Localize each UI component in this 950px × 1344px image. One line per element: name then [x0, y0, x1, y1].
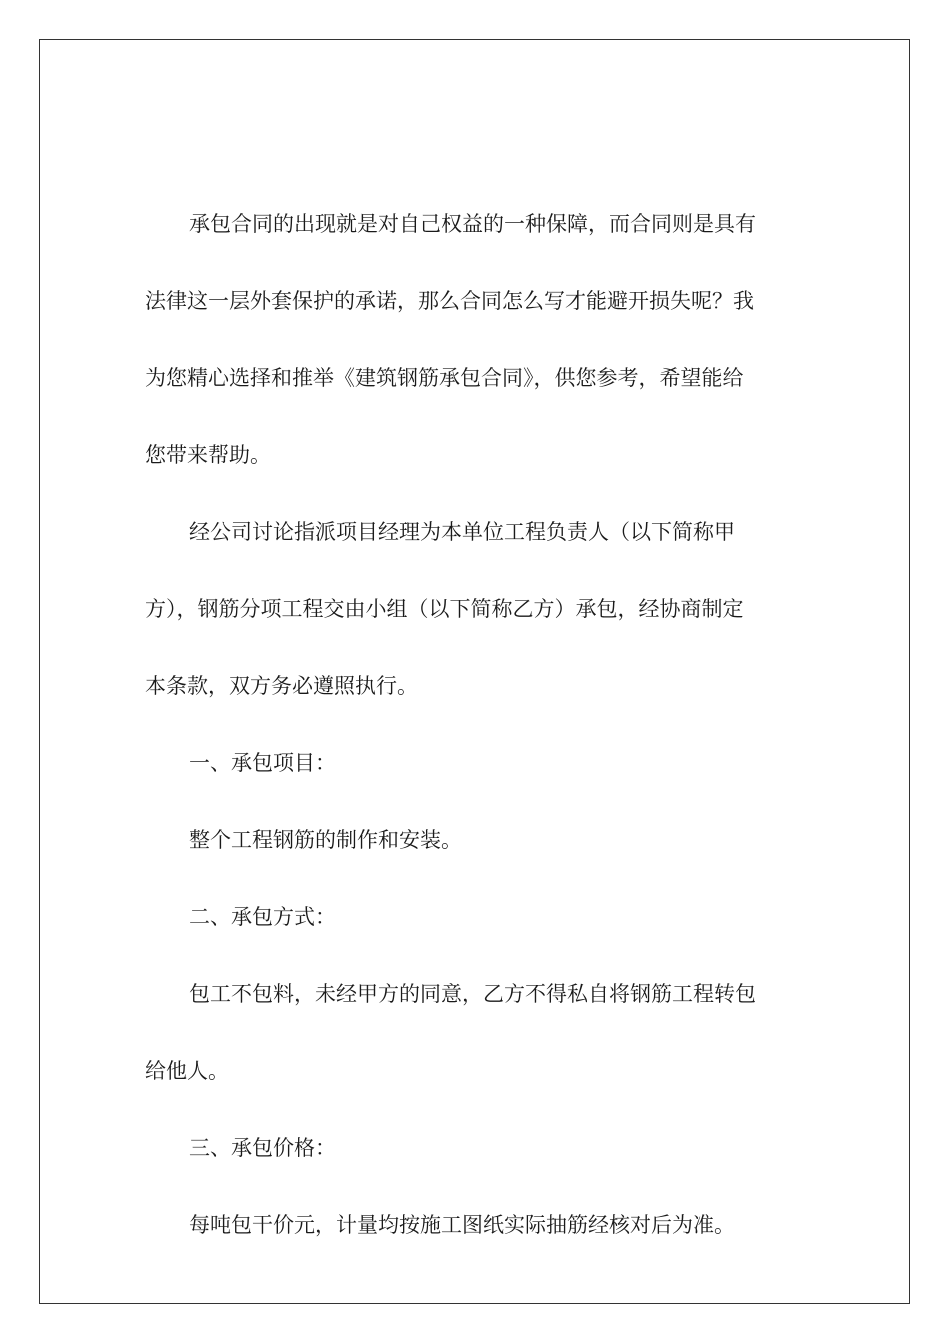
section-heading-scope: 一、承包项目：	[189, 751, 336, 775]
section-heading-method: 二、承包方式：	[189, 905, 336, 929]
paragraph-parties-line-3: 本条款，双方务必遵照执行。	[145, 674, 418, 698]
paragraph-parties-line-2: 方），钢筋分项工程交由小组（以下简称乙方）承包，经协商制定	[145, 597, 744, 621]
paragraph-intro-line-1: 承包合同的出现就是对自己权益的一种保障，而合同则是具有	[189, 212, 756, 236]
paragraph-intro-line-2: 法律这一层外套保护的承诺，那么合同怎么写才能避开损失呢？我	[145, 289, 754, 313]
paragraph-parties-line-1: 经公司讨论指派项目经理为本单位工程负责人（以下简称甲	[189, 520, 735, 544]
document-body	[145, 186, 795, 1264]
section-heading-price: 三、承包价格：	[189, 1136, 336, 1160]
section-scope-text: 整个工程钢筋的制作和安装。	[189, 828, 462, 852]
paragraph-intro-line-3: 为您精心选择和推举《建筑钢筋承包合同》，供您参考，希望能给	[145, 366, 744, 390]
section-price-text: 每吨包干价元，计量均按施工图纸实际抽筋经核对后为准。	[189, 1213, 735, 1237]
section-method-text-line-1: 包工不包料，未经甲方的同意，乙方不得私自将钢筋工程转包	[189, 982, 756, 1006]
paragraph-intro-line-4: 您带来帮助。	[145, 443, 271, 467]
section-method-text-line-2: 给他人。	[145, 1059, 229, 1083]
